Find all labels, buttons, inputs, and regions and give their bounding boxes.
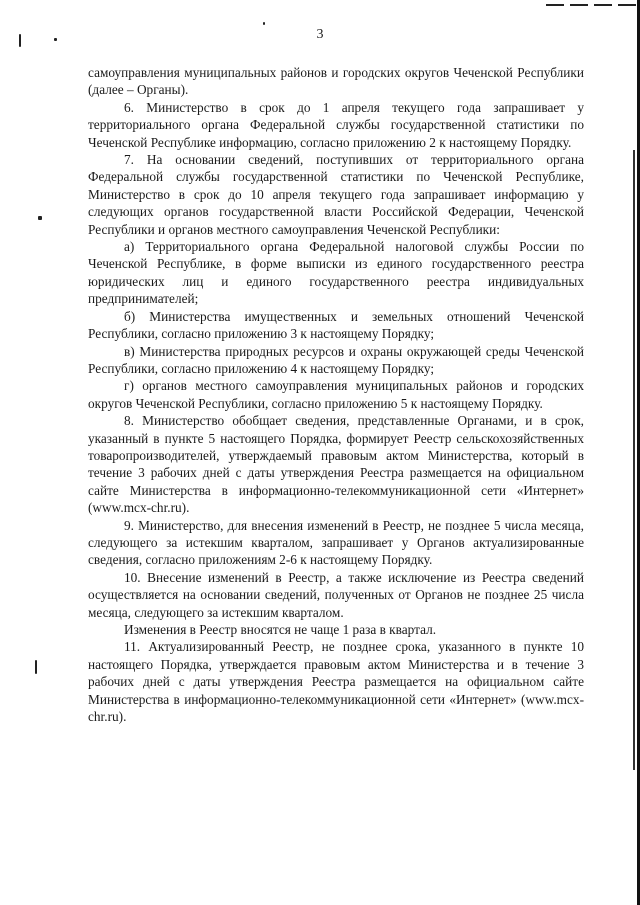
page-number: 3 bbox=[316, 27, 324, 42]
document-body bbox=[88, 64, 584, 725]
paragraph-7: 7. На основании сведений, поступивших от территориального органа Федеральной службы государственной статистики по Чеченской Республике, Министерство в срок до 10 апреля текущего года запрашивает информацию у следующих органов государственной власти Российской Федерации, Чеченской Республики и органов местного самоуправления Чеченской Республики: bbox=[88, 152, 584, 237]
paragraph-6: 6. Министерство в срок до 1 апреля текущего года запрашивает у территориального органа Федеральной службы государственной статистики по Чеченской Республике информацию, согласно приложению 2 к настоящему Порядку. bbox=[88, 99, 584, 150]
paragraph-8: 8. Министерство обобщает сведения, представленные Органами, и в срок, указанный в пункте 5 настоящего Порядка, формирует Реестр сельскохозяйственных товаропроизводителей, утверждаемый правовым актом Министерства, который в течение 3 рабочих дней с даты утверждения Реестра размещается на официальном сайте Министерства в информационно-телекоммуникационной сети «Интернет» (www.mcx-chr.ru). bbox=[88, 413, 584, 516]
scan-speck bbox=[35, 660, 37, 674]
scan-artifact-top bbox=[546, 4, 640, 6]
paragraph-10-note: Изменения в Реестр вносятся не чаще 1 раза в квартал. bbox=[124, 622, 437, 637]
paragraph-7g: г) органов местного самоуправления муниципальных районов и городских округов Чеченской Республики, согласно приложению 5 к настоящему Порядку. bbox=[88, 378, 584, 411]
paragraph-10: 10. Внесение изменений в Реестр, а также исключение из Реестра сведений осуществляется на основании сведений, полученных от Органов не позднее 25 числа месяца, следующего за истекшим кварталом. bbox=[88, 569, 584, 620]
paragraph-11: 11. Актуализированный Реестр, не позднее срока, указанного в пункте 10 настоящего Порядка, утверждается правовым актом Министерства и в течение 3 рабочих дней с даты утверждения Реестра размещается на официальном сайте Министерства в информационно-телекоммуникационной сети «Интернет» (www.mcx-chr.ru). bbox=[88, 639, 584, 725]
scan-edge-right-inner bbox=[633, 150, 635, 770]
paragraph-7a: а) Территориального органа Федеральной налоговой службы России по Чеченской Республике, в форме выписки из единого государственного реестра юридических лиц и единого государственного реестра индивидуальных предпринимателей; bbox=[88, 239, 584, 307]
scan-speck bbox=[38, 216, 42, 220]
paragraph-9: 9. Министерство, для внесения изменений в Реестр, не позднее 5 числа месяца, следующего за истекшим кварталом, запрашивает у Органов актуализированные сведения, согласно приложениям 2-6 к настоящему Порядку. bbox=[88, 517, 584, 568]
paragraph-continuation: самоуправления муниципальных районов и городских округов Чеченской Республики (далее – Органы). bbox=[88, 65, 584, 98]
paragraph-7v: в) Министерства природных ресурсов и охраны окружающей среды Чеченской Республики, согласно приложению 4 к настоящему Порядку; bbox=[88, 343, 584, 376]
paragraph-7b: б) Министерства имущественных и земельных отношений Чеченской Республики, согласно приложению 3 к настоящему Порядку; bbox=[88, 308, 584, 342]
scan-speck bbox=[263, 22, 265, 25]
